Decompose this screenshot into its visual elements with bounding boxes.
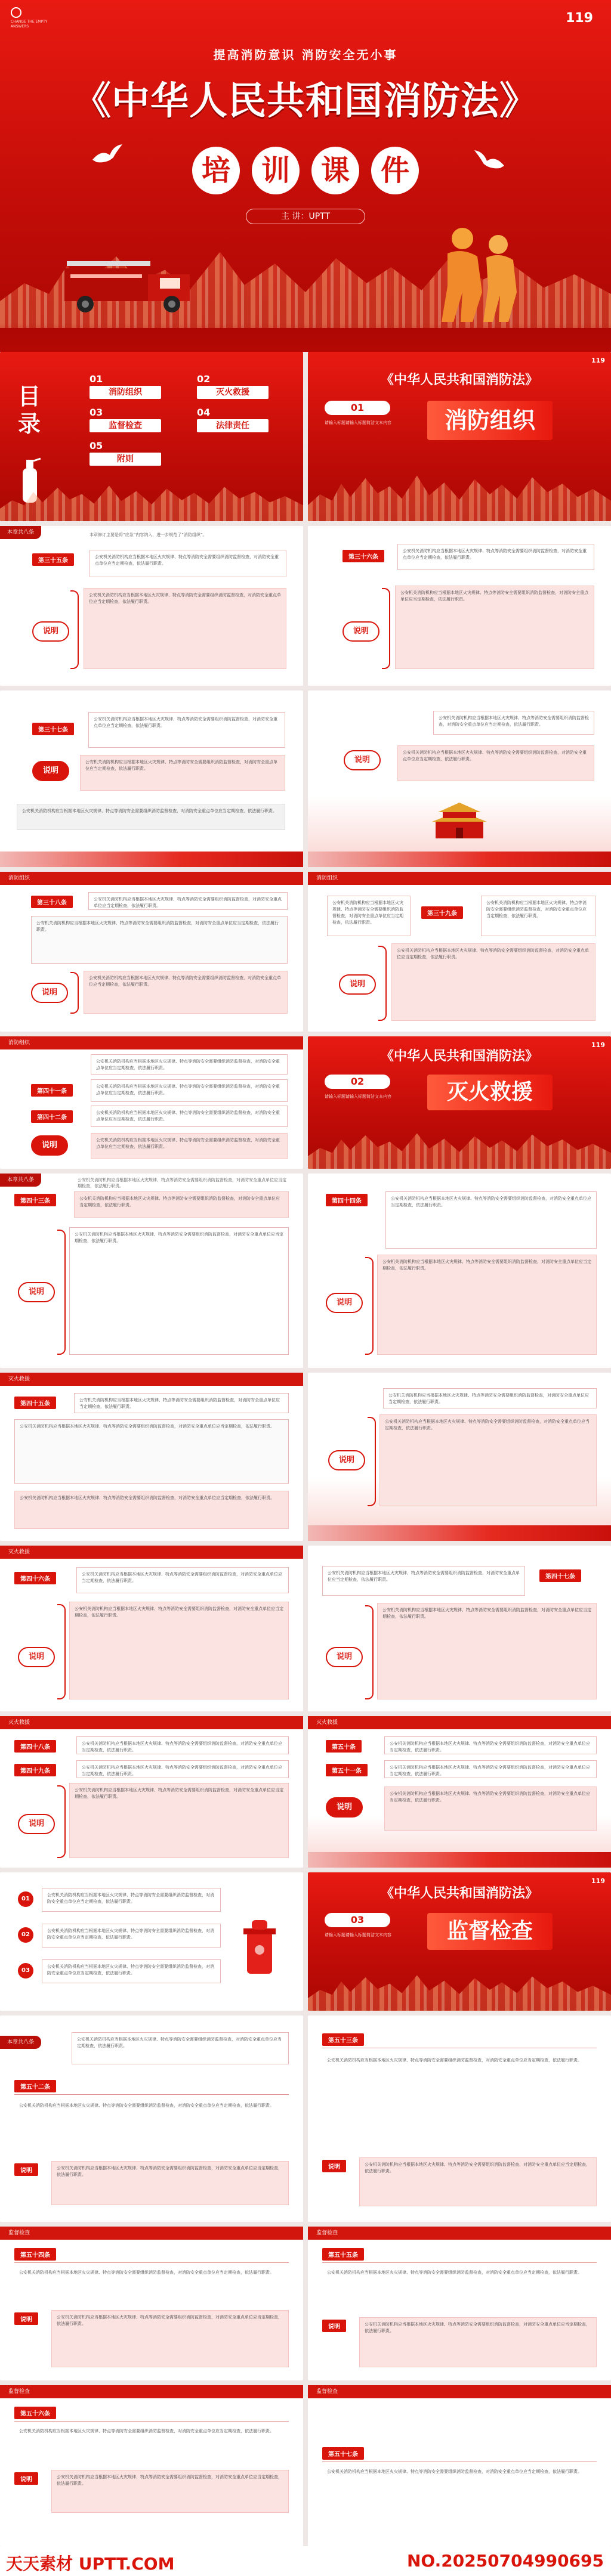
article-tag: 第四十六条 [14, 1572, 56, 1584]
item-number-circle: 02 [18, 1927, 33, 1943]
numbered-item [18, 1891, 33, 1907]
article-text-box: 公安机关消防机构应当根据本地区火灾规律、特点等消防安全需要组织消防监督检查，对消防安全重点单位应当定期检查，依法履行职责。 [397, 544, 594, 570]
toc-num: 02 [197, 373, 211, 385]
toc-text: 消防组织 [90, 386, 161, 399]
cover-tagline: 提高消防意识 消防安全无小事 [213, 48, 398, 62]
section-law-title: 《中华人民共和国消防法》 [380, 1049, 538, 1064]
toc-num: 05 [90, 440, 103, 451]
article-slide-50-51 [308, 1716, 611, 1868]
article-text-box: 公安机关消防机构应当根据本地区火灾规律、特点等消防安全需要组织消防监督检查，对消防安全重点单位应当定期检查，依法履行职责。 [14, 2425, 289, 2460]
article-text-box: 公安机关消防机构应当根据本地区火灾规律、特点等消防安全需要组织消防监督检查，对消防安全重点单位应当定期检查，依法履行职责。 [385, 1191, 597, 1249]
city-skyline [308, 1127, 611, 1169]
chapter-header: 监督检查 [308, 2385, 611, 2398]
explain-brace [365, 1605, 374, 1699]
emergency-number: 119 [591, 357, 605, 364]
explain-label: 说明 [339, 974, 376, 995]
explain-label: 说明 [18, 1814, 55, 1834]
article-tag: 第五十三条 [322, 2033, 364, 2046]
footer-bar [308, 1525, 611, 1541]
article-tag: 第四十二条 [31, 1110, 73, 1123]
explain-tag: 说明 [14, 2163, 38, 2176]
brand-logo [11, 7, 64, 29]
explain-text-box: 公安机关消防机构应当根据本地区火灾规律、特点等消防安全需要组织消防监督检查，对消防安全重点单位应当定期检查，依法履行职责。 [69, 1602, 289, 1699]
toc-text: 附则 [90, 453, 161, 466]
divider-line [14, 2421, 289, 2422]
chapter-header: 消防组织 [0, 1036, 303, 1049]
toc-item[interactable] [197, 373, 269, 399]
article-slide-44 [308, 1174, 611, 1368]
subtitle-char: 训 [252, 147, 300, 194]
fire-truck-icon [58, 250, 196, 316]
article-text-box-2: 公安机关消防机构应当根据本地区火灾规律、特点等消防安全需要组织消防监督检查，对消防安全重点单位应当定期检查，依法履行职责。 [91, 1079, 288, 1102]
emergency-number: 119 [591, 1041, 605, 1049]
article-tag: 第五十五条 [322, 2248, 364, 2261]
article-slide-56 [0, 2385, 303, 2546]
explain-text-box: 公安机关消防机构应当根据本地区火灾规律、特点等消防安全需要组织消防监督检查，对消防安全重点单位应当定期检查，依法履行职责。 [395, 586, 594, 669]
cover-slide [0, 0, 611, 352]
article-slide-55 [308, 2227, 611, 2380]
explain-tag: 说明 [322, 2320, 346, 2332]
article-slide-37 [0, 691, 303, 867]
article-slide-46 [0, 1546, 303, 1711]
toc-num: 01 [90, 373, 103, 385]
article-slide-36 [308, 526, 611, 686]
article-tag: 第四十四条 [326, 1194, 368, 1206]
article-tag: 第三十九条 [421, 906, 463, 919]
explain-brace [57, 1604, 66, 1699]
explain-label: 说明 [344, 750, 381, 770]
article-tag: 第五十四条 [14, 2248, 56, 2261]
article-tag: 第四十三条 [14, 1194, 56, 1206]
article-slide-57 [308, 2385, 611, 2546]
article-text-box: 公安机关消防机构应当根据本地区火灾规律、特点等消防安全需要组织消防监督检查，对消防安全重点单位应当定期检查，依法履行职责。 [322, 2054, 597, 2149]
article-text-box-2: 公安机关消防机构应当根据本地区火灾规律、特点等消防安全需要组织消防监督检查，对消防安全重点单位应当定期检查，依法履行职责。 [76, 1760, 289, 1778]
article-tag: 第五十二条 [14, 2080, 56, 2092]
section-law-title: 《中华人民共和国消防法》 [380, 1886, 538, 1901]
toc-text: 监督检查 [90, 419, 161, 432]
explain-text-box: 公安机关消防机构应当根据本地区火灾规律、特点等消防安全需要组织消防监督检查，对消防安全重点单位应当定期检查，依法履行职责。 [69, 1783, 289, 1858]
chapter-header: 消防组织 [0, 872, 303, 885]
subtitle-char: 培 [192, 147, 240, 194]
article-slide-35 [0, 526, 303, 686]
explain-text-box: 公安机关消防机构应当根据本地区火灾规律、特点等消防安全需要组织消防监督检查，对消防安全重点单位应当定期检查，依法履行职责。 [359, 2317, 597, 2367]
tiananmen-icon [430, 798, 489, 840]
city-skyline [308, 467, 611, 521]
article-text-box: 公安机关消防机构应当根据本地区火灾规律、特点等消防安全需要组织消防监督检查，对消防安全重点单位应当定期检查，依法履行职责。 [88, 712, 285, 748]
article-slide-45b [308, 1373, 611, 1541]
explain-text-box: 公安机关消防机构应当根据本地区火灾规律、特点等消防安全需要组织消防监督检查，对消防安全重点单位应当定期检查，依法履行职责。 [84, 971, 288, 1014]
explain-label: 说明 [326, 1293, 363, 1313]
article-text-box: 公安机关消防机构应当根据本地区火灾规律、特点等消防安全需要组织消防监督检查，对消防安全重点单位应当定期检查，依法履行职责。 [322, 1566, 525, 1596]
section-number-badge: 02 [325, 1075, 390, 1089]
article-tag: 第三十八条 [31, 896, 73, 908]
article-text-box-2: 公安机关消防机构应当根据本地区火灾规律、特点等消防安全需要组织消防监督检查，对消防安全重点单位应当定期检查，依法履行职责。 [384, 1760, 597, 1778]
explain-text-box: 公安机关消防机构应当根据本地区火灾规律、特点等消防安全需要组织消防监督检查，对消防安全重点单位应当定期检查，依法履行职责。 [14, 1491, 289, 1529]
article-slide-54 [0, 2227, 303, 2380]
logo-subtext: CHANGE THE EMPTY ANSWERS [11, 20, 48, 29]
article-tag: 第四十八条 [14, 1740, 56, 1753]
toc-item[interactable] [197, 407, 269, 432]
explain-label: 说明 [18, 1282, 55, 1302]
chapter-header: 本章共八条 [0, 2036, 41, 2049]
footer-bar [0, 852, 303, 867]
chapter-header: 监督检查 [0, 2227, 303, 2240]
explain-text-box: 公安机关消防机构应当根据本地区火灾规律、特点等消防安全需要组织消防监督检查，对消防安全重点单位应当定期检查，依法履行职责。 [91, 1133, 288, 1159]
site-watermark: 天天素材 UPTT.COM [6, 2554, 175, 2574]
chapter-header: 灭火救援 [0, 1716, 303, 1729]
item-number-circle: 01 [18, 1891, 33, 1907]
explain-text-box: 公安机关消防机构应当根据本地区火灾规律、特点等消防安全需要组织消防监督检查，对消防安全重点单位应当定期检查，依法履行职责。 [391, 943, 595, 1021]
article-tag: 第五十一条 [326, 1764, 368, 1776]
explain-text-box: 公安机关消防机构应当根据本地区火灾规律、特点等消防安全需要组织消防监督检查，对消防安全重点单位应当定期检查，依法履行职责。 [51, 2161, 289, 2205]
section-caption: 请输入标题请输入标题简洁文本内容 [325, 1933, 391, 1937]
explain-brace [378, 946, 387, 1021]
article-slide-43 [0, 1174, 303, 1368]
footer-bar [308, 1852, 611, 1868]
chapter-header: 灭火救援 [0, 1546, 303, 1559]
article-tag: 第四十五条 [14, 1397, 56, 1409]
article-slide-52 [0, 2015, 303, 2222]
chapter-header: 灭火救援 [0, 1373, 303, 1386]
city-skyline [308, 1969, 611, 2011]
speaker-pill: 主 讲：UPTT [246, 209, 365, 224]
subtitle-row [192, 147, 419, 194]
divider-line [14, 2094, 289, 2095]
toc-item[interactable] [90, 407, 161, 432]
article-tag: 第五十条 [326, 1740, 362, 1753]
article-tag: 第五十六条 [14, 2407, 56, 2419]
explain-label: 说明 [31, 1135, 68, 1156]
article-text-box: 公安机关消防机构应当根据本地区火灾规律、特点等消防安全需要组织消防监督检查，对消防安全重点单位应当定期检查，依法履行职责。 [14, 2099, 289, 2154]
explain-text-box: 公安机关消防机构应当根据本地区火灾规律、特点等消防安全需要组织消防监督检查，对消防安全重点单位应当定期检查，依法履行职责。 [359, 2157, 597, 2206]
article-text-box: 公安机关消防机构应当根据本地区火灾规律、特点等消防安全需要组织消防监督检查，对消防安全重点单位应当定期检查，依法履行职责。 [327, 896, 411, 936]
explain-text-box: 公安机关消防机构应当根据本地区火灾规律、特点等消防安全需要组织消防监督检查，对消防安全重点单位应当定期检查，依法履行职责。 [379, 1414, 597, 1506]
explain-brace [57, 1785, 66, 1858]
item-text-box: 公安机关消防机构应当根据本地区火灾规律、特点等消防安全需要组织消防监督检查，对消防安全重点单位应当定期检查，依法履行职责。 [42, 1888, 221, 1912]
explain-brace [70, 590, 79, 669]
article-text-box: 公安机关消防机构应当根据本地区火灾规律、特点等消防安全需要组织消防监督检查，对消防安全重点单位应当定期检查，依法履行职责。 [322, 2465, 597, 2501]
chapter-header: 监督检查 [0, 2385, 303, 2398]
firefighters-silhouette [430, 221, 525, 322]
explain-text-box: 公安机关消防机构应当根据本地区火灾规律、特点等消防安全需要组织消防监督检查，对消防安全重点单位应当定期检查，依法履行职责。 [377, 1255, 597, 1355]
article-slide-45 [0, 1373, 303, 1541]
toc-num: 03 [90, 407, 103, 418]
article-text-box: 公安机关消防机构应当根据本地区火灾规律、特点等消防安全需要组织消防监督检查，对消防安全重点单位应当定期检查，依法履行职责。 [74, 1191, 289, 1218]
toc-text: 法律责任 [197, 419, 269, 432]
section-name-banner: 消防组织 [427, 401, 553, 440]
explain-label: 说明 [18, 1647, 55, 1667]
article-text-box: 公安机关消防机构应当根据本地区火灾规律、特点等消防安全需要组织消防监督检查，对消防安全重点单位应当定期检查，依法履行职责。 [90, 550, 286, 577]
article-text-box: 公安机关消防机构应当根据本地区火灾规律、特点等消防安全需要组织消防监督检查，对消防安全重点单位应当定期检查，依法履行职责。 [76, 1736, 289, 1754]
item-text-box: 公安机关消防机构应当根据本地区火灾规律、特点等消防安全需要组织消防监督检查，对消防安全重点单位应当定期检查，依法履行职责。 [42, 1924, 221, 1948]
numbered-item [18, 1963, 33, 1979]
article-slide-48-49 [0, 1716, 303, 1868]
chapter-intro: 本章修订主要是将“应急”内容纳入，进一步规范了“消防组织”。 [90, 532, 207, 537]
article-tag: 第三十五条 [32, 553, 74, 566]
section-01-slide [308, 352, 611, 521]
explain-text-box: 公安机关消防机构应当根据本地区火灾规律、特点等消防安全需要组织消防监督检查，对消防安全重点单位应当定期检查，依法履行职责。 [51, 2470, 289, 2513]
explain-label: 说明 [342, 621, 379, 642]
summary-slide [0, 1872, 303, 2011]
cover-title: 《中华人民共和国消防法》 [73, 79, 538, 123]
article-tag: 第三十六条 [342, 550, 384, 562]
explain-brace [57, 1230, 66, 1355]
fire-hydrant-icon [239, 1914, 280, 1980]
city-skyline [0, 479, 303, 521]
explain-label: 说明 [326, 1647, 363, 1667]
chapter-header: 监督检查 [308, 2227, 611, 2240]
section-02-slide [308, 1036, 611, 1169]
chapter-header: 本章共八条 [0, 526, 41, 539]
article-tag: 第五十七条 [322, 2447, 364, 2460]
explain-tag: 说明 [14, 2472, 38, 2485]
footer-bar [308, 852, 611, 867]
explain-text-box: 公安机关消防机构应当根据本地区火灾规律、特点等消防安全需要组织消防监督检查，对消防安全重点单位应当定期检查，依法履行职责。 [84, 588, 286, 669]
explain-tag: 说明 [322, 2160, 346, 2172]
article-text-box: 公安机关消防机构应当根据本地区火灾规律、特点等消防安全需要组织消防监督检查，对消防安全重点单位应当定期检查，依法履行职责。 [433, 711, 594, 735]
section-law-title: 《中华人民共和国消防法》 [380, 373, 538, 388]
explain-brace [382, 588, 390, 669]
section-number-badge: 03 [325, 1913, 390, 1927]
toc-item[interactable] [90, 373, 161, 399]
divider-line [322, 2262, 597, 2263]
section-03-slide [308, 1872, 611, 2011]
subtitle-char: 课 [311, 147, 359, 194]
section-number-badge: 01 [325, 401, 390, 415]
article-text-box-3: 公安机关消防机构应当根据本地区火灾规律、特点等消防安全需要组织消防监督检查，对消防安全重点单位应当定期检查，依法履行职责。 [91, 1106, 288, 1127]
explain-text-box: 公安机关消防机构应当根据本地区火灾规律、特点等消防安全需要组织消防监督检查，对消防安全重点单位应当定期检查，依法履行职责。 [384, 1787, 597, 1831]
article-text-box: 公安机关消防机构应当根据本地区火灾规律、特点等消防安全需要组织消防监督检查，对消防安全重点单位应当定期检查，依法履行职责。 [14, 2266, 289, 2302]
article-tag: 第四十一条 [31, 1084, 73, 1097]
chapter-header: 本章共八条 [0, 1174, 41, 1187]
section-name-banner: 灭火救援 [427, 1075, 553, 1110]
logo-circle-icon [11, 7, 21, 18]
section-caption: 请输入标题请输入标题简洁文本内容 [325, 1094, 391, 1099]
explain-label: 说明 [31, 983, 68, 1003]
emergency-number: 119 [591, 1877, 605, 1885]
chapter-intro: 公安机关消防机构应当根据本地区火灾规律、特点等消防安全需要组织消防监督检查，对消防安全重点单位应当定期检查，依法履行职责。 [78, 1178, 286, 1188]
article-text-box: 公安机关消防机构应当根据本地区火灾规律、特点等消防安全需要组织消防监督检查，对消防安全重点单位应当定期检查，依法履行职责。 [76, 1567, 289, 1593]
fire-extinguisher-icon [18, 456, 42, 504]
toc-num: 04 [197, 407, 211, 418]
article-text-box: 公安机关消防机构应当根据本地区火灾规律、特点等消防安全需要组织消防监督检查，对消防安全重点单位应当定期检查，依法履行职责。 [74, 1393, 289, 1413]
toc-slide [0, 352, 303, 521]
explain-text-box: 公安机关消防机构应当根据本地区火灾规律、特点等消防安全需要组织消防监督检查，对消防安全重点单位应当定期检查，依法履行职责。 [397, 745, 594, 781]
explain-brace [368, 1417, 376, 1506]
explain-tag: 说明 [14, 2312, 38, 2325]
article-text-box: 公安机关消防机构应当根据本地区火灾规律、特点等消防安全需要组织消防监督检查，对消防安全重点单位应当定期检查，依法履行职责。 [384, 1736, 597, 1754]
subtitle-char: 件 [371, 147, 419, 194]
section-caption: 请输入标题请输入标题简洁文本内容 [325, 420, 391, 425]
extra-text-box: 公安机关消防机构应当根据本地区火灾规律、特点等消防安全需要组织消防监督检查，对消防安全重点单位应当定期检查，依法履行职责。 [17, 804, 285, 830]
article-slide-37b [308, 691, 611, 867]
article-text-box: 公安机关消防机构应当根据本地区火灾规律、特点等消防安全需要组织消防监督检查，对消防安全重点单位应当定期检查，依法履行职责。 [322, 2266, 597, 2308]
chapter-intro-box: 公安机关消防机构应当根据本地区火灾规律、特点等消防安全需要组织消防监督检查，对消防安全重点单位应当定期检查，依法履行职责。 [72, 2032, 289, 2064]
explain-text-box: 公安机关消防机构应当根据本地区火灾规律、特点等消防安全需要组织消防监督检查，对消防安全重点单位应当定期检查，依法履行职责。 [69, 1227, 289, 1355]
chapter-header: 灭火救援 [308, 1716, 611, 1729]
article-text-box: 公安机关消防机构应当根据本地区火灾规律、特点等消防安全需要组织消防监督检查，对消防安全重点单位应当定期检查，依法履行职责。 [88, 892, 288, 910]
list-text-box: 公安机关消防机构应当根据本地区火灾规律、特点等消防安全需要组织消防监督检查，对消防安全重点单位应当定期检查，依法履行职责。 [14, 1419, 289, 1484]
list-text-box: 公安机关消防机构应当根据本地区火灾规律、特点等消防安全需要组织消防监督检查，对消防安全重点单位应当定期检查，依法履行职责。 [31, 916, 288, 964]
emergency-number: 119 [566, 11, 593, 26]
id-watermark: NO.20250704990695 [406, 2551, 604, 2571]
dove-right-icon [471, 149, 507, 173]
toc-item[interactable] [90, 440, 161, 466]
item-text-box: 公安机关消防机构应当根据本地区火灾规律、特点等消防安全需要组织消防监督检查，对消防安全重点单位应当定期检查，依法履行职责。 [42, 1959, 221, 1983]
article-slide-40 [308, 872, 611, 1032]
dove-left-icon [90, 143, 125, 167]
article-tag: 第四十九条 [14, 1764, 56, 1776]
explain-label: 说明 [328, 1450, 365, 1470]
article-slide-53 [308, 2015, 611, 2222]
article-text-box: 公安机关消防机构应当根据本地区火灾规律、特点等消防安全需要组织消防监督检查，对消防安全重点单位应当定期检查，依法履行职责。 [91, 1054, 288, 1075]
explain-label: 说明 [32, 761, 69, 781]
divider-line [14, 2262, 289, 2263]
article-slide-41-42 [0, 1036, 303, 1169]
toc-text: 灭火救援 [197, 386, 269, 399]
article-text-box: 公安机关消防机构应当根据本地区火灾规律、特点等消防安全需要组织消防监督检查，对消防安全重点单位应当定期检查，依法履行职责。 [383, 1388, 597, 1408]
article-slide-47 [308, 1546, 611, 1711]
explain-label: 说明 [32, 621, 69, 642]
article-text-box-2: 公安机关消防机构应当根据本地区火灾规律、特点等消防安全需要组织消防监督检查，对消防安全重点单位应当定期检查，依法履行职责。 [481, 896, 595, 936]
section-name-banner: 监督检查 [427, 1913, 553, 1950]
footer-watermark [0, 2546, 611, 2576]
chapter-header: 消防组织 [308, 872, 611, 885]
explain-text-box: 公安机关消防机构应当根据本地区火灾规律、特点等消防安全需要组织消防监督检查，对消防安全重点单位应当定期检查，依法履行职责。 [80, 755, 285, 791]
explain-brace [365, 1257, 374, 1355]
article-tag: 第四十七条 [539, 1569, 581, 1582]
article-slide-38 [0, 872, 303, 1032]
item-number-circle: 03 [18, 1963, 33, 1979]
toc-label: 目录 [17, 383, 41, 437]
explain-text-box: 公安机关消防机构应当根据本地区火灾规律、特点等消防安全需要组织消防监督检查，对消防安全重点单位应当定期检查，依法履行职责。 [51, 2310, 289, 2367]
explain-brace [70, 972, 79, 1014]
explain-label: 说明 [326, 1797, 363, 1818]
article-tag: 第三十七条 [32, 723, 74, 735]
explain-text-box: 公安机关消防机构应当根据本地区火灾规律、特点等消防安全需要组织消防监督检查，对消防安全重点单位应当定期检查，依法履行职责。 [377, 1603, 597, 1699]
numbered-item [18, 1927, 33, 1943]
